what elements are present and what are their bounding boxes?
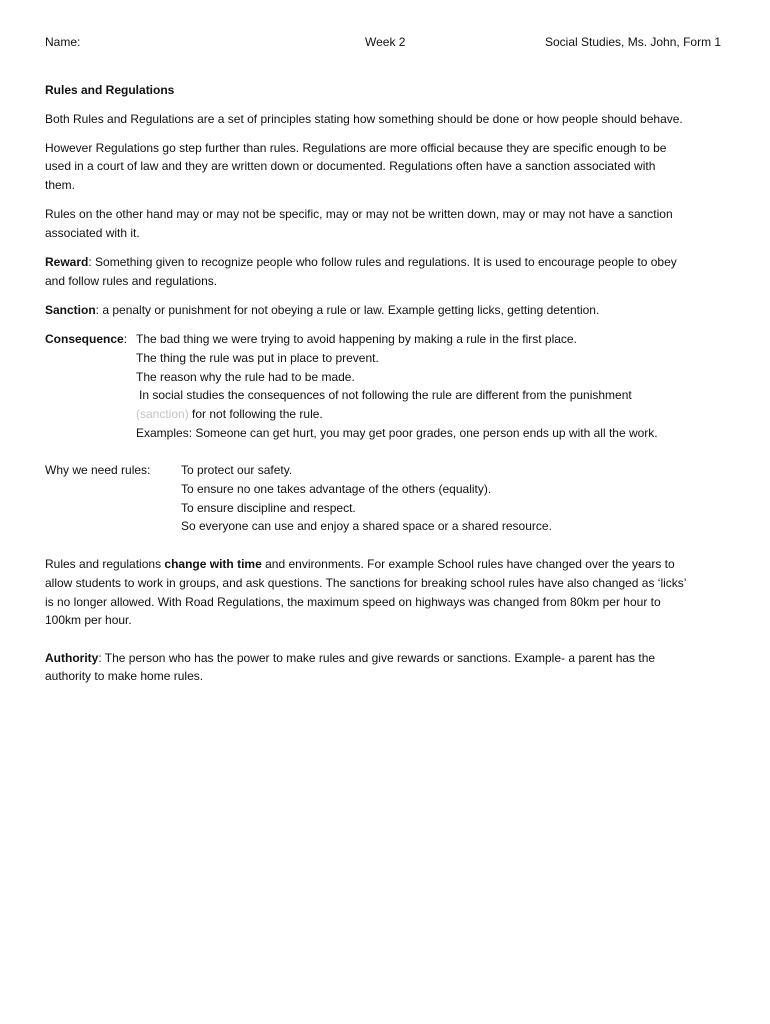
change-paragraph-line-2: allow students to work in groups, and ask questions. The sanctions for breaking school rules have also changed as ‘licks’ xyxy=(45,576,687,590)
consequence-line-2: The thing the rule was put in place to prevent. xyxy=(136,351,379,365)
consequence-line-5: (sanction) for not following the rule. xyxy=(136,407,323,421)
paragraph-regulations-line-3: them. xyxy=(45,178,76,192)
reward-definition-line-2: and follow rules and regulations. xyxy=(45,274,218,288)
authority-definition-line-1: Authority: The person who has the power to make rules and give rewards or sanctions. Example- a parent has the xyxy=(45,651,656,665)
name-field-label: Name: xyxy=(45,35,81,49)
reward-definition-line-1: Reward: Something given to recognize people who follow rules and regulations. It is used to encourage people to obey xyxy=(45,255,677,269)
sanction-term: Sanction xyxy=(45,303,96,317)
consequence-line-3: The reason why the rule had to be made. xyxy=(136,370,355,384)
consequence-term: Consequence xyxy=(45,332,124,346)
authority-term: Authority xyxy=(45,651,99,665)
paragraph-intro: Both Rules and Regulations are a set of principles stating how something should be done or how people should behave. xyxy=(45,112,683,126)
change-paragraph-line-4: 100km per hour. xyxy=(45,613,132,627)
why-rules-item-3: To ensure discipline and respect. xyxy=(181,501,356,515)
consequence-line-6: Examples: Someone can get hurt, you may get poor grades, one person ends up with all the work. xyxy=(136,426,658,440)
change-with-time-emphasis: change with time xyxy=(164,557,262,571)
sanction-definition: Sanction: a penalty or punishment for not obeying a rule or law. Example getting licks, getting detention. xyxy=(45,303,600,317)
authority-definition-line-2: authority to make home rules. xyxy=(45,669,204,683)
consequence-line-4: In social studies the consequences of not following the rule are different from the punishment xyxy=(139,388,632,402)
page-title: Rules and Regulations xyxy=(45,83,175,97)
week-label: Week 2 xyxy=(365,35,406,49)
reward-term: Reward xyxy=(45,255,89,269)
paragraph-rules-line-1: Rules on the other hand may or may not be specific, may or may not be written down, may or may not have a sanction xyxy=(45,207,673,221)
consequence-label: Consequence: xyxy=(45,332,128,346)
change-paragraph-line-1: Rules and regulations change with time and environments. For example School rules have changed over the years to xyxy=(45,557,675,571)
paragraph-rules-line-2: associated with it. xyxy=(45,226,140,240)
paragraph-regulations-line-1: However Regulations go step further than rules. Regulations are more official because they are specific enough to be xyxy=(45,141,667,155)
why-rules-item-1: To protect our safety. xyxy=(181,463,293,477)
course-label: Social Studies, Ms. John, Form 1 xyxy=(545,35,722,49)
change-paragraph-line-3: is no longer allowed. With Road Regulations, the maximum speed on highways was changed from 80km per hour to xyxy=(45,595,661,609)
why-rules-item-2: To ensure no one takes advantage of the others (equality). xyxy=(181,482,492,496)
consequence-line-1: The bad thing we were trying to avoid happening by making a rule in the first place. xyxy=(136,332,577,346)
paragraph-regulations-line-2: used in a court of law and they are written down or documented. Regulations often have a sanction associated with xyxy=(45,159,656,173)
why-rules-label: Why we need rules: xyxy=(45,463,151,477)
why-rules-item-4: So everyone can use and enjoy a shared space or a shared resource. xyxy=(181,519,552,533)
sanction-faint-word: (sanction) xyxy=(136,407,189,421)
